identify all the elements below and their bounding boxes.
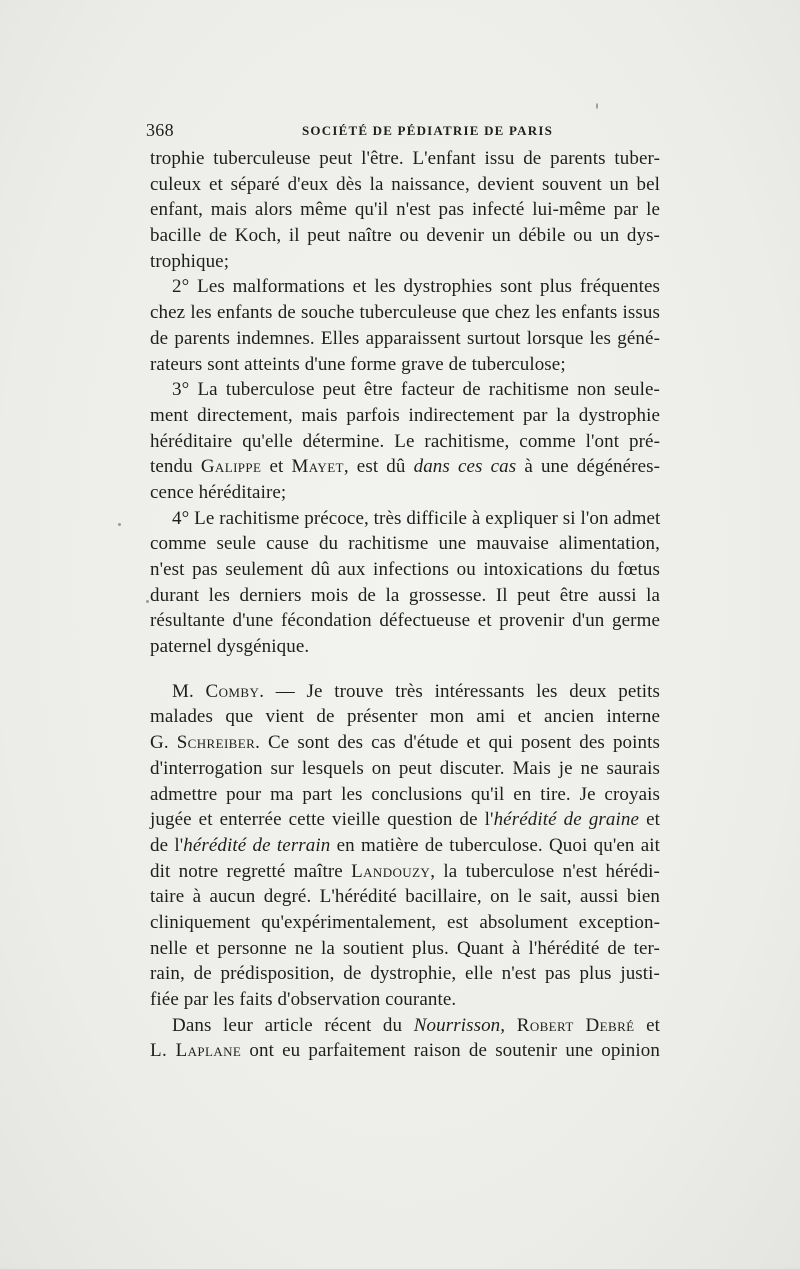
text-line: résultante d'une fécondation défectueuse et provenir d'un germe <box>150 610 660 632</box>
text-span: et <box>646 1014 661 1036</box>
body-text <box>150 146 660 1064</box>
author-name: Landouzy <box>351 860 431 882</box>
scan-speck <box>596 103 598 109</box>
text-line: 2° Les malformations et les dystrophies sont plus fréquentes <box>172 276 660 298</box>
text-line <box>150 730 660 756</box>
text-span: . Ce sont des cas d'étude et qui posent des points <box>255 732 660 754</box>
text-line <box>150 859 660 885</box>
text-line <box>150 833 660 859</box>
text-line: 4° Le rachitisme précoce, très difficile à expliquer si l'on admet <box>172 507 661 529</box>
text-span: et <box>646 809 660 831</box>
text-line: n'est pas seulement dû aux infections ou intoxications du fœtus <box>150 559 660 580</box>
text-line: cence héréditaire; <box>150 481 287 503</box>
text-line: nelle et personne ne la soutient plus. Quant à l'hérédité de ter- <box>150 937 660 959</box>
text-span: . — Je trouve très intéressants les deux petits <box>259 680 660 702</box>
text-line: 3° La tuberculose peut être facteur de rachitisme non seule- <box>172 379 660 401</box>
scan-speck <box>118 523 121 526</box>
page-header <box>146 120 656 142</box>
author-name: Galippe <box>200 456 262 478</box>
speaker-name: Comby <box>205 680 260 702</box>
text-line: chez les enfants de souche tuberculeuse que chez les enfants issus <box>150 302 660 324</box>
text-line: trophie tuberculeuse peut l'être. L'enfant issu de parents tuber- <box>150 148 660 169</box>
text-span: de l' <box>150 834 184 856</box>
author-name: Robert Debré <box>516 1014 635 1036</box>
text-span: et <box>269 456 284 478</box>
author-name: Schreiber <box>176 732 256 754</box>
text-line: durant les derniers mois de la grossesse. Il peut être aussi la <box>150 584 660 606</box>
running-title: SOCIÉTÉ DE PÉDIATRIE DE PARIS <box>302 123 554 138</box>
text-line: ment directement, mais parfois indirectement par la dystrophie <box>150 404 660 426</box>
text-line <box>150 1013 660 1039</box>
text-line: bacille de Koch, il peut naître ou devenir un débile ou un dys- <box>150 225 660 247</box>
text-span: M. <box>172 680 194 702</box>
text-line: paternel dysgénique. <box>150 636 310 658</box>
text-span: tendu <box>150 456 193 478</box>
text-span: en matière de tuberculose. Quoi qu'en ait <box>336 834 660 856</box>
author-name: L. Laplane <box>150 1040 242 1062</box>
text-line <box>150 807 660 833</box>
text-line: trophique; <box>150 250 230 272</box>
text-span: Dans leur article récent du <box>172 1014 403 1036</box>
text-line: malades que vient de présenter mon ami et ancien interne <box>150 706 660 728</box>
text-line: fiée par les faits d'observation courante. <box>150 989 457 1010</box>
italic-phrase: dans ces cas <box>413 456 517 478</box>
text-span: à une dégénéres- <box>524 456 661 478</box>
text-line: rain, de prédisposition, de dystrophie, elle n'est pas plus justi- <box>150 963 660 985</box>
text-line <box>150 1038 660 1064</box>
text-span: G. <box>150 732 169 754</box>
page-number: 368 <box>146 120 174 140</box>
text-line: comme seule cause du rachitisme une mauvaise alimentation, <box>150 533 660 555</box>
text-line: de parents indemnes. Elles apparaissent surtout lorsque les géné- <box>150 327 660 349</box>
author-name: Mayet <box>291 456 344 478</box>
text-line: d'interrogation sur lesquels on peut discuter. Mais je ne saurais <box>150 757 660 779</box>
text-line: cliniquement qu'expérimentalement, est absolument exception- <box>150 911 660 933</box>
text-span: jugée et enterrée cette vieille question de l' <box>150 809 494 831</box>
text-line: rateurs sont atteints d'une forme grave de tuberculose; <box>150 353 566 375</box>
text-span: , la tuberculose n'est hérédi- <box>430 860 660 882</box>
text-line: taire à aucun degré. L'hérédité bacillaire, on le sait, aussi bien <box>150 886 660 908</box>
italic-phrase: hérédité de terrain <box>183 834 331 856</box>
text-line: culeux et séparé d'eux dès la naissance, devient souvent un bel <box>150 173 660 195</box>
paragraph-gap <box>150 660 660 679</box>
text-line: enfant, mais alors même qu'il n'est pas infecté lui-même par le <box>150 199 660 221</box>
text-line: admettre pour ma part les conclusions qu'il en tire. Je croyais <box>150 783 660 805</box>
text-line: héréditaire qu'elle détermine. Le rachitisme, comme l'ont pré- <box>150 430 660 452</box>
text-span: , est dû <box>343 456 406 478</box>
italic-phrase: Nourrisson, <box>413 1014 506 1036</box>
text-span: dit notre regretté maître <box>150 860 343 882</box>
text-line <box>150 679 660 705</box>
text-line <box>150 454 660 480</box>
italic-phrase: hérédité de graine <box>493 809 640 831</box>
text-span: ont eu parfaitement raison de soutenir une opinion <box>249 1040 660 1062</box>
scan-speck <box>146 600 149 603</box>
